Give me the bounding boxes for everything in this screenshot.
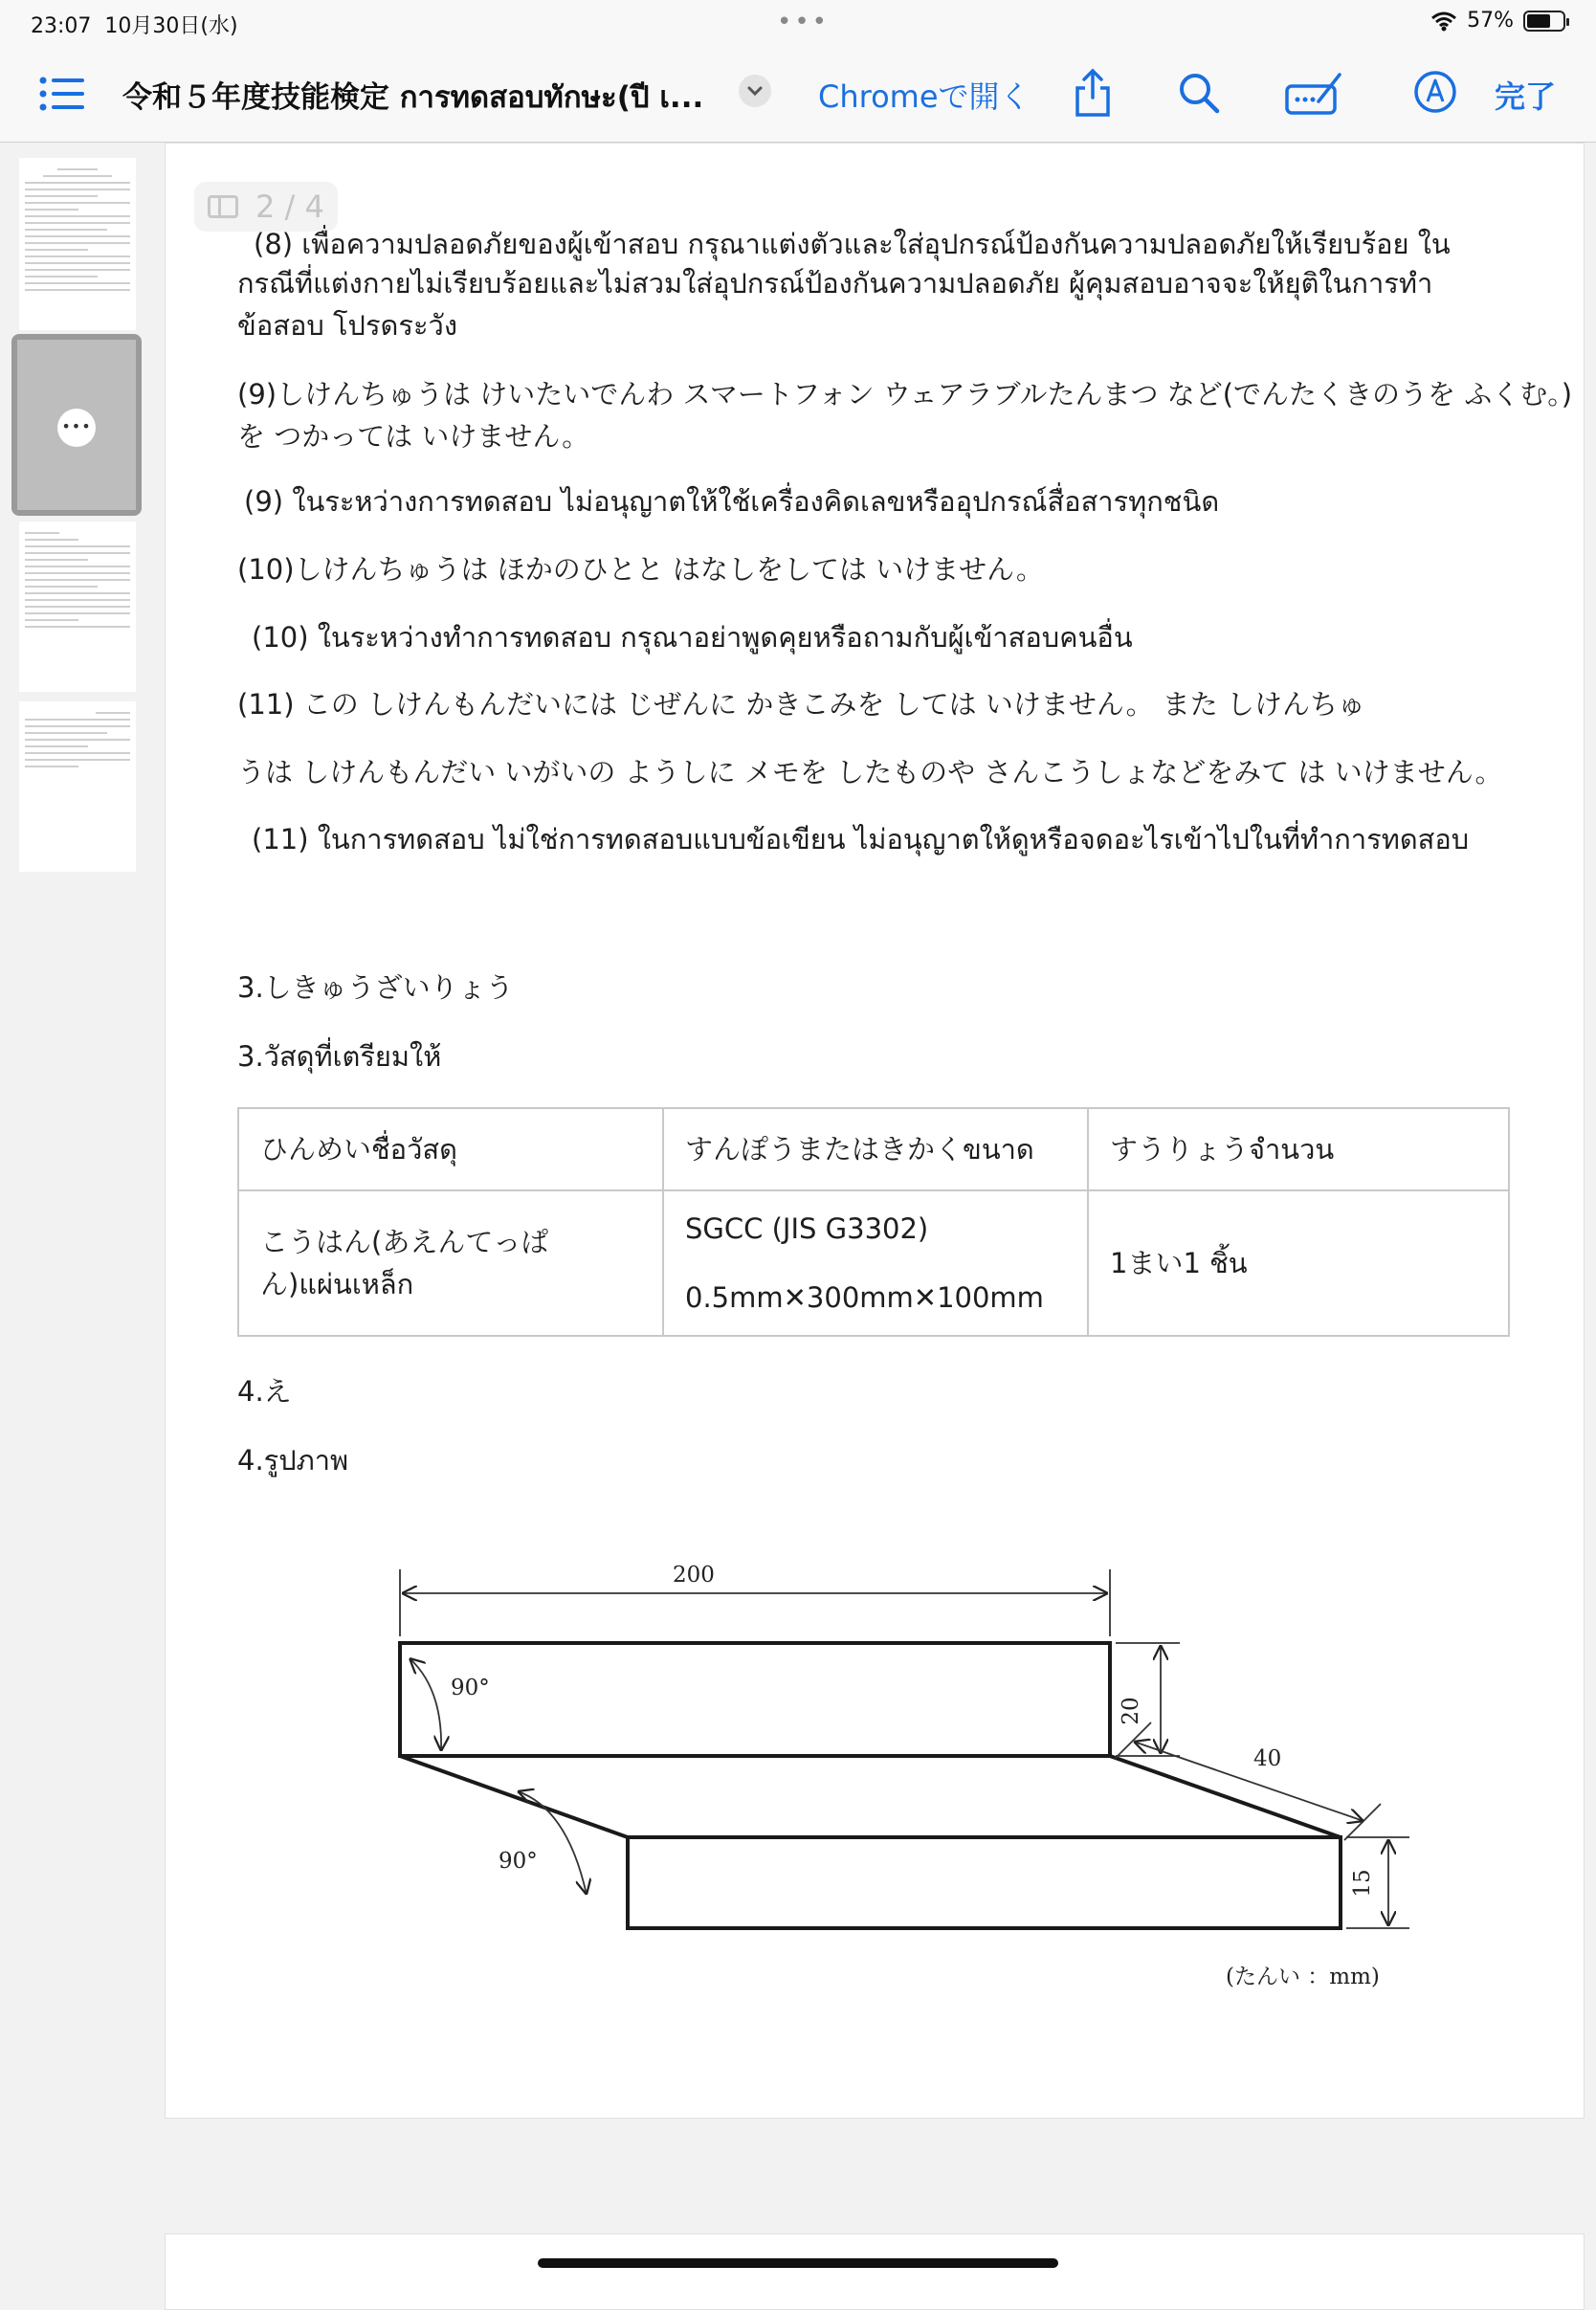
paragraph-9-th: (9) ในระหว่างการทดสอบ ไม่อนุญาตให้ใช้เครื่องคิดเลขหรืออุปกรณ์สื่อสารทุกชนิด [244, 485, 1220, 518]
materials-table [237, 1107, 1510, 1337]
dim-label-right-upper: 20 [1119, 1697, 1143, 1725]
status-bar [0, 0, 1596, 46]
dim-label-top: 200 [673, 1563, 715, 1588]
cell-material-name [238, 1190, 663, 1336]
battery-icon [1523, 11, 1565, 32]
material-name-line-2: ん)แผ่นเหล็ก [260, 1268, 414, 1300]
multitasking-dots-icon[interactable]: ••• [777, 8, 831, 36]
technical-drawing [166, 1521, 1409, 2077]
slope-right [1110, 1756, 1341, 1837]
cell-dimension [663, 1190, 1088, 1336]
section-3-jp: 3.しきゅうざいりょう [237, 971, 514, 1004]
open-in-chrome-button[interactable]: Chromeで開く [818, 78, 1031, 115]
wifi-icon [1430, 11, 1457, 32]
title-menu-button[interactable] [739, 75, 771, 107]
section-4-th: 4.รูปภาพ [237, 1444, 349, 1477]
section-4-jp: 4.え [237, 1375, 292, 1408]
paragraph-9-jp-line-1: (9)しけんちゅうは けいたいでんわ スマートフォン ウェアラブルたんまつ など(でんたくきのうを ふくむ。) [237, 378, 1573, 411]
header-material-name: ひんめいชื่อวัสดุ [238, 1108, 663, 1190]
share-icon[interactable] [1072, 67, 1114, 119]
material-name-line-1: こうはん(あえんてっぱ [260, 1226, 549, 1258]
thumbnail-sidebar [0, 143, 155, 2285]
sidebar-toggle-icon [208, 195, 238, 218]
search-icon[interactable] [1177, 71, 1221, 115]
toolbar [0, 46, 1596, 143]
done-button[interactable]: 完了 [1495, 78, 1557, 115]
section-3-th: 3.วัสดุที่เตรียมให้ [237, 1040, 442, 1073]
document-title[interactable]: 令和５年度技能検定 การทดสอบทักษะ(ปี เ... [122, 80, 704, 115]
header-dimension: すんぽうまたはきかくขนาด [663, 1108, 1088, 1190]
slope-left [400, 1756, 628, 1837]
cell-quantity: 1まい1 ชิ้น [1088, 1190, 1509, 1336]
home-indicator[interactable] [538, 2258, 1058, 2268]
battery-percent: 57% [1467, 9, 1514, 33]
thumbnail-page-1[interactable] [19, 158, 136, 330]
thumbnail-page-4[interactable] [19, 701, 136, 872]
pdf-page [165, 143, 1585, 2119]
thumbnail-page-3[interactable] [19, 522, 136, 692]
paragraph-11-jp-line-1: (11) この しけんもんだいには じぜんに かきこみを しては いけません。 また しけんちゅ [237, 688, 1366, 721]
pdf-page-next [165, 2233, 1585, 2310]
dim-label-diagonal: 40 [1253, 1746, 1282, 1771]
paragraph-8-line-2: กรณีที่แต่งกายไม่เรียบร้อยและไม่สวมใส่อุปกรณ์ป้องกันความปลอดภัย ผู้คุมสอบอาจจะให้ยุติในการทำ [237, 267, 1433, 300]
paragraph-8-line-1: (8) เพื่อความปลอดภัยของผู้เข้าสอบ กรุณาแต่งตัวและใส่อุปกรณ์ป้องกันความปลอดภัยให้เรียบร้อย ใน [254, 228, 1451, 260]
dim-label-right-lower: 15 [1350, 1869, 1375, 1898]
status-time: 23:07 10月30日(水) [31, 14, 238, 38]
angle-arc-lower [518, 1791, 587, 1895]
annotate-icon[interactable] [1412, 69, 1458, 115]
list-icon[interactable] [38, 75, 86, 113]
upper-flange [400, 1643, 1110, 1756]
angle-label-upper: 90° [451, 1676, 490, 1700]
lower-flange [628, 1837, 1341, 1928]
table-row [238, 1190, 1509, 1336]
paragraph-10-th: (10) ในระหว่างทำการทดสอบ กรุณาอย่าพูดคุยหรือถามกับผู้เข้าสอบคนอื่น [252, 621, 1133, 654]
paragraph-11-jp-line-2: うは しけんもんだい いがいの ようしに メモを したものや さんこうしょなどをみて は いけません。 [237, 756, 1503, 789]
thumbnail-page-2[interactable] [11, 334, 142, 516]
unit-label: (たんい ：mm) [1226, 1965, 1380, 1989]
paragraph-9-jp-line-2: を つかっては いけません。 [237, 420, 590, 453]
chevron-down-icon [739, 75, 771, 107]
angle-arc-upper [410, 1658, 441, 1751]
paragraph-11-th: (11) ในการทดสอบ ไม่ใช่การทดสอบแบบข้อเขียน ไม่อนุญาตให้ดูหรือจดอะไรเข้าไปในที่ทำการทดสอบ [252, 823, 1470, 855]
table-header-row [238, 1108, 1509, 1190]
paragraph-10-jp: (10)しけんちゅうは ほかのひとと はなしをしては いけません。 [237, 553, 1044, 586]
more-options-icon[interactable]: ••• [57, 409, 96, 447]
markup-icon[interactable] [1284, 69, 1345, 117]
status-right [1430, 9, 1565, 33]
spec-line-2: 0.5mm✕300mm✕100mm [685, 1281, 1044, 1314]
dim-line-diagonal [1134, 1742, 1363, 1821]
header-quantity: すうりょうจำนวน [1088, 1108, 1509, 1190]
page-indicator: 2 / 4 [194, 182, 338, 232]
spec-line-1: SGCC (JIS G3302) [685, 1212, 929, 1245]
paragraph-8-line-3: ข้อสอบ โปรดระวัง [237, 309, 457, 342]
angle-label-lower: 90° [499, 1849, 538, 1874]
